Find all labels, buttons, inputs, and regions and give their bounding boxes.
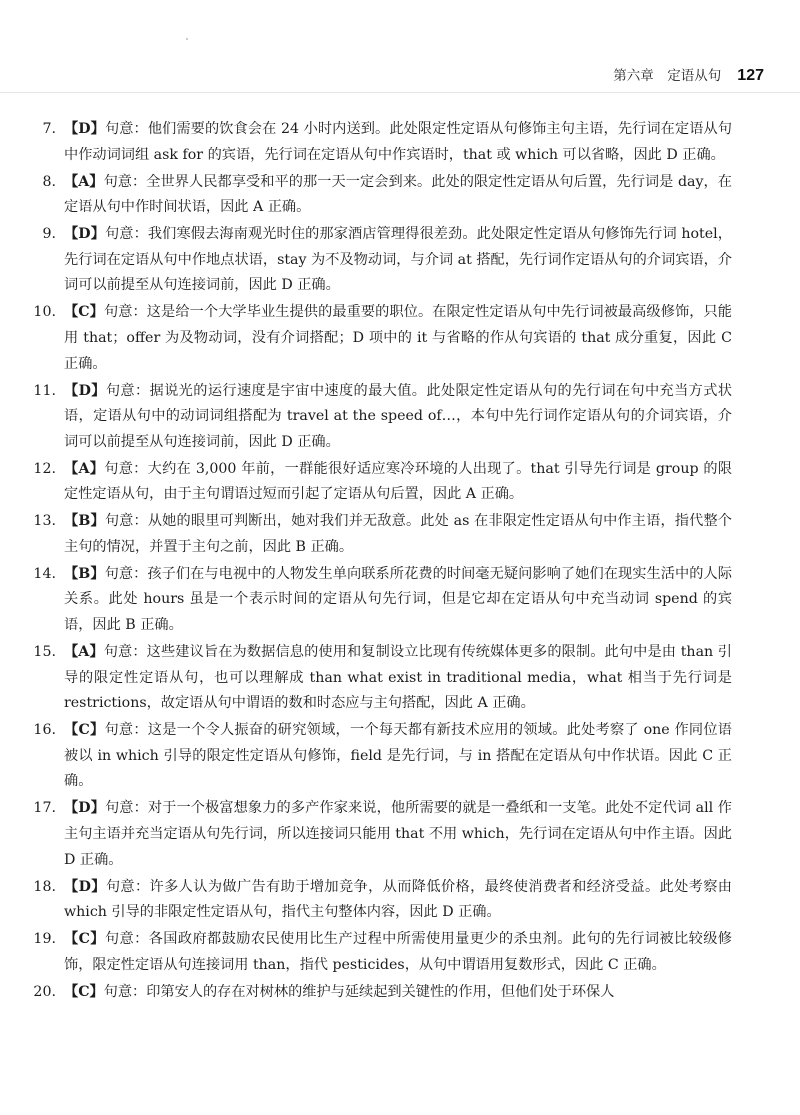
item-number: 11.	[33, 382, 56, 399]
item-number: 12.	[33, 460, 56, 477]
answer-key: 【D】	[64, 121, 105, 137]
item-number: 17.	[33, 800, 56, 817]
explanation-text: 句意：全世界人民都享受和平的那一天一定会到来。此处的限定性定语从句后置，先行词是 day，在定语从句中作时间状语，因此 A 正确。	[64, 173, 732, 216]
answer-item-7	[30, 117, 732, 168]
item-body	[64, 117, 732, 168]
item-number: 18.	[33, 878, 56, 895]
answer-key: 【D】	[64, 878, 106, 895]
item-body	[64, 796, 732, 873]
item-number: 16.	[33, 722, 56, 739]
answer-item-11	[30, 379, 732, 456]
answer-key: 【C】	[64, 983, 104, 1000]
answer-key: 【B】	[64, 513, 105, 530]
item-body	[64, 457, 732, 508]
item-number: 20.	[33, 983, 56, 1000]
answer-key: 【C】	[64, 304, 104, 321]
page-number: 127	[737, 67, 764, 84]
answer-list	[30, 117, 732, 1007]
item-number: 8.	[42, 173, 56, 190]
item-number: 13.	[33, 513, 56, 530]
answer-key: 【A】	[64, 173, 104, 190]
item-body	[64, 718, 732, 795]
answer-key: 【D】	[64, 800, 105, 817]
item-body	[64, 562, 732, 639]
answer-item-16	[30, 718, 732, 795]
answer-key: 【D】	[64, 382, 106, 399]
item-body	[64, 980, 732, 1006]
answer-key: 【B】	[64, 565, 105, 582]
explanation-text: 句意：他们需要的饮食会在 24 小时内送到。此处限定性定语从句修饰主句主语，先行词在定语从句中作动词词组 ask for 的宾语，先行词在定语从句中作宾语时，that 或 which 可以省略，因此 D 正确。	[64, 121, 732, 163]
answer-item-20	[30, 980, 732, 1006]
explanation-text: 句意：各国政府都鼓励农民使用比生产过程中所需使用量更少的杀虫剂。此句的先行词被比较级修饰，限定性定语从句连接词用 than，指代 pesticides，从句中谓语用复数形式，因此 C 正确。	[64, 931, 732, 973]
explanation-text: 句意：我们寒假去海南观光时住的那家酒店管理得很差劲。此处限定性定语从句修饰先行词 hotel，先行词在定语从句中作地点状语，stay 为不及物动词，与介词 at 搭配，先行词作定语从句的介词宾语，介词可以前提至从句连接词前，因此 D 正确。	[64, 226, 732, 294]
scan-speck	[186, 38, 188, 40]
answer-item-19	[30, 927, 732, 978]
answer-key: 【A】	[64, 460, 105, 477]
item-body	[64, 509, 732, 560]
item-number: 7.	[42, 121, 56, 137]
chapter-title: 第六章 定语从句	[613, 68, 722, 84]
item-number: 14.	[33, 565, 56, 582]
explanation-text: 句意：从她的眼里可判断出，她对我们并无敌意。此处 as 在非限定性定语从句中作主语，指代整个主句的情况，并置于主句之前，因此 B 正确。	[64, 513, 732, 555]
answer-item-10	[30, 300, 732, 377]
explanation-text: 句意：这些建议旨在为数据信息的使用和复制设立比现有传统媒体更多的限制。此句中是由 than 引导的限定性定语从句，也可以理解成 than what exist in traditional media，what 相当于先行词是 restrictions，故定语从句中谓语的数和时态应与主句搭配，因此 A 正确。	[64, 644, 732, 712]
item-body	[64, 222, 732, 299]
item-body	[64, 640, 732, 717]
answer-key: 【D】	[64, 226, 105, 243]
running-header	[613, 64, 764, 85]
explanation-text: 句意：大约在 3,000 年前，一群能很好适应寒冷环境的人出现了。that 引导先行词是 group 的限定性定语从句，由于主句谓语过短而引起了定语从句后置，因此 A 正确。	[64, 460, 733, 503]
header-divider	[0, 92, 800, 93]
item-number: 9.	[42, 226, 56, 243]
explanation-text: 句意：这是一个令人振奋的研究领域，一个每天都有新技术应用的领域。此处考察了 one 作同位语被以 in which 引导的限定性定语从句修饰，field 是先行词，与 in 搭配在定语从句中作状语。因此 C 正确。	[64, 722, 732, 790]
answer-item-17	[30, 796, 732, 873]
explanation-text: 句意：这是给一个大学毕业生提供的最重要的职位。在限定性定语从句中先行词被最高级修饰，只能用 that；offer 为及物动词，没有介词搭配；D 项中的 it 与省略的作从句宾语的 that 成分重复，因此 C 正确。	[64, 304, 732, 372]
item-body	[64, 300, 732, 377]
answer-key: 【C】	[64, 931, 105, 948]
item-body	[64, 170, 732, 221]
answer-item-12	[30, 457, 732, 508]
explanation-text: 句意：印第安人的存在对树林的维护与延续起到关键性的作用，但他们处于环保人	[103, 983, 615, 1000]
explanation-text: 句意：据说光的运行速度是宇宙中速度的最大值。此处限定性定语从句的先行词在句中充当方式状语，定语从句中的动词词组搭配为 travel at the speed of…，本句中先行词作定语从句的介词宾语，介词可以前提至从句连接词前，因此 D 正确。	[64, 382, 732, 450]
answer-item-8	[30, 170, 732, 221]
item-number: 19.	[33, 931, 56, 948]
item-body	[64, 379, 732, 456]
item-number: 10.	[33, 304, 56, 321]
item-body	[64, 927, 732, 978]
item-body	[64, 875, 732, 926]
explanation-text: 句意：对于一个极富想象力的多产作家来说，他所需要的就是一叠纸和一支笔。此处不定代词 all 作主句主语并充当定语从句先行词，所以连接词只能用 that 不用 which，先行词在定语从句中作主语。因此 D 正确。	[64, 800, 732, 868]
answer-item-15	[30, 640, 732, 717]
explanation-text: 句意：孩子们在与电视中的人物发生单向联系所花费的时间毫无疑问影响了她们在现实生活中的人际关系。此处 hours 虽是一个表示时间的定语从句先行词，但是它却在定语从句中充当动词 spend 的宾语，因此 B 正确。	[64, 565, 732, 634]
answer-item-9	[30, 222, 732, 299]
answer-item-14	[30, 562, 732, 639]
answer-key: 【C】	[64, 722, 105, 739]
answer-item-13	[30, 509, 732, 560]
explanation-text: 句意：许多人认为做广告有助于增加竞争，从而降低价格，最终使消费者和经济受益。此处考察由 which 引导的非限定性定语从句，指代主句整体内容，因此 D 正确。	[64, 878, 732, 921]
item-number: 15.	[33, 644, 56, 660]
answer-item-18	[30, 875, 732, 926]
answer-key: 【A】	[64, 644, 104, 660]
